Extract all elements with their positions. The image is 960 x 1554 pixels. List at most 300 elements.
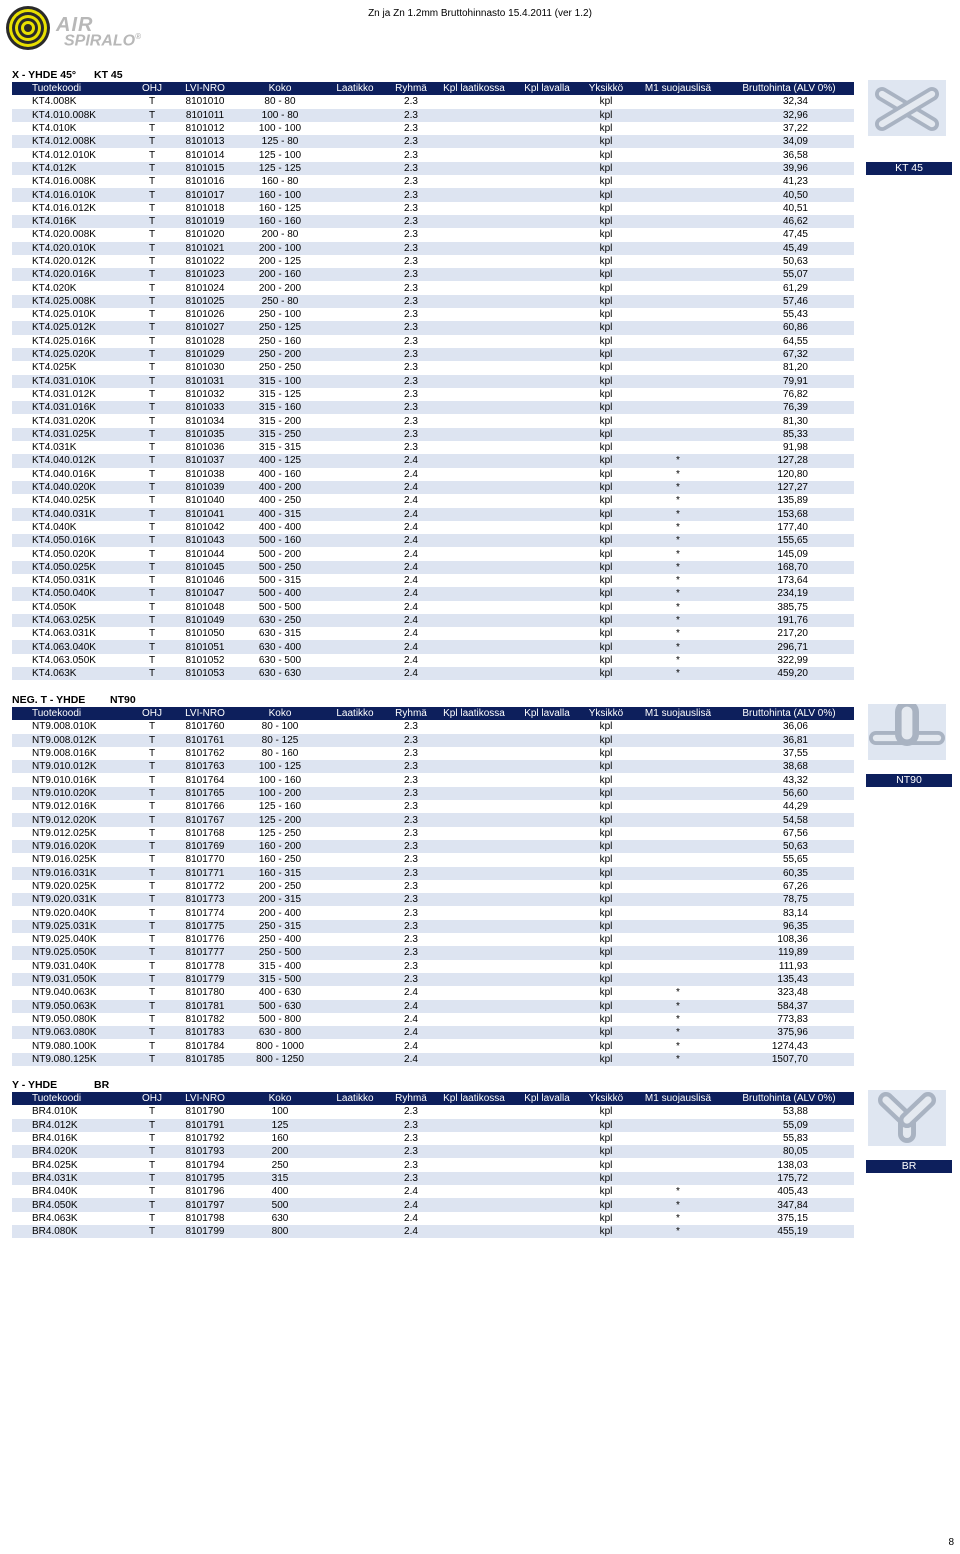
cell-group: 2.4: [388, 468, 434, 481]
table-row: [12, 627, 854, 640]
cell-unit: kpl: [580, 601, 632, 614]
cell-qty-per-pallet: [514, 893, 580, 906]
cell-gross-price: 145,09: [724, 547, 854, 560]
cell-qty-per-box: [434, 787, 514, 800]
cell-qty-per-box: [434, 933, 514, 946]
cell-qty-per-box: [434, 734, 514, 747]
cell-m1-surcharge: *: [632, 601, 724, 614]
cell-lvi-nro: 8101782: [172, 1013, 238, 1026]
cell-product-code: KT4.050.020K: [12, 547, 132, 560]
cell-size: 160 - 250: [238, 853, 322, 866]
cell-gross-price: 54,58: [724, 813, 854, 826]
cell-lvi-nro: 8101774: [172, 906, 238, 919]
product-label: KT 45: [866, 162, 952, 175]
cell-gross-price: 41,23: [724, 175, 854, 188]
cell-qty-per-box: [434, 335, 514, 348]
cell-m1-surcharge: [632, 95, 724, 108]
table-row: [12, 853, 854, 866]
cell-group: 2.4: [388, 494, 434, 507]
cell-unit: kpl: [580, 308, 632, 321]
cell-product-code: KT4.010.008K: [12, 109, 132, 122]
cell-lvi-nro: 8101776: [172, 933, 238, 946]
cell-box: [322, 95, 388, 108]
cell-box: [322, 986, 388, 999]
cell-size: 250 - 400: [238, 933, 322, 946]
cell-qty-per-box: [434, 547, 514, 560]
cell-gross-price: 79,91: [724, 375, 854, 388]
table-row: [12, 295, 854, 308]
cell-lvi-nro: 8101764: [172, 773, 238, 786]
cell-product-code: NT9.025.031K: [12, 920, 132, 933]
cell-group: 2.3: [388, 335, 434, 348]
product-image: [868, 80, 952, 141]
cell-product-code: NT9.008.016K: [12, 747, 132, 760]
cell-qty-per-box: [434, 1105, 514, 1118]
cell-product-code: KT4.025.016K: [12, 335, 132, 348]
price-table: [12, 82, 854, 680]
cell-qty-per-box: [434, 867, 514, 880]
cell-lvi-nro: 8101018: [172, 202, 238, 215]
cell-qty-per-pallet: [514, 348, 580, 361]
section-code: BR: [94, 1079, 110, 1091]
product-image: [868, 704, 952, 765]
cell-lvi-nro: 8101797: [172, 1198, 238, 1211]
cell-box: [322, 973, 388, 986]
cell-gross-price: 322,99: [724, 654, 854, 667]
cell-size: 100 - 100: [238, 122, 322, 135]
table-row: [12, 242, 854, 255]
cell-lvi-nro: 8101053: [172, 667, 238, 680]
column-header-size: Koko: [238, 1092, 322, 1105]
cell-ohj: T: [132, 880, 172, 893]
cell-qty-per-pallet: [514, 361, 580, 374]
cell-group: 2.4: [388, 1000, 434, 1013]
cell-gross-price: 155,65: [724, 534, 854, 547]
cell-box: [322, 321, 388, 334]
column-header-lvi-nro: LVI-NRO: [172, 1092, 238, 1105]
cell-qty-per-box: [434, 321, 514, 334]
cell-product-code: KT4.020.016K: [12, 268, 132, 281]
cell-qty-per-box: [434, 468, 514, 481]
table-row: [12, 95, 854, 108]
column-header-unit: Yksikkö: [580, 707, 632, 720]
cell-product-code: KT4.020.010K: [12, 242, 132, 255]
cell-lvi-nro: 8101794: [172, 1158, 238, 1171]
cell-size: 630 - 315: [238, 627, 322, 640]
cell-qty-per-box: [434, 667, 514, 680]
cell-ohj: T: [132, 468, 172, 481]
cell-lvi-nro: 8101779: [172, 973, 238, 986]
section-code: NT90: [110, 694, 136, 706]
cell-ohj: T: [132, 1172, 172, 1185]
cell-unit: kpl: [580, 1145, 632, 1158]
cell-gross-price: 57,46: [724, 295, 854, 308]
cell-lvi-nro: 8101796: [172, 1185, 238, 1198]
cell-qty-per-pallet: [514, 734, 580, 747]
cell-box: [322, 1039, 388, 1052]
cell-group: 2.3: [388, 920, 434, 933]
cell-lvi-nro: 8101026: [172, 308, 238, 321]
cell-group: 2.4: [388, 454, 434, 467]
cell-lvi-nro: 8101013: [172, 135, 238, 148]
cell-group: 2.3: [388, 747, 434, 760]
cell-lvi-nro: 8101771: [172, 867, 238, 880]
cell-group: 2.3: [388, 281, 434, 294]
cell-qty-per-box: [434, 414, 514, 427]
cell-gross-price: 1507,70: [724, 1053, 854, 1066]
cell-unit: kpl: [580, 321, 632, 334]
cell-unit: kpl: [580, 122, 632, 135]
table-row: [12, 1053, 854, 1066]
cell-qty-per-pallet: [514, 1185, 580, 1198]
section-code: KT 45: [94, 69, 123, 81]
table-row: [12, 1145, 854, 1158]
cell-ohj: T: [132, 574, 172, 587]
cell-size: 160 - 125: [238, 202, 322, 215]
cell-qty-per-box: [434, 1000, 514, 1013]
cell-box: [322, 308, 388, 321]
cell-unit: kpl: [580, 268, 632, 281]
cell-unit: kpl: [580, 1185, 632, 1198]
cell-qty-per-pallet: [514, 654, 580, 667]
cell-group: 2.4: [388, 561, 434, 574]
table-row: [12, 441, 854, 454]
cell-box: [322, 1053, 388, 1066]
cell-lvi-nro: 8101770: [172, 853, 238, 866]
cell-size: 500 - 315: [238, 574, 322, 587]
cell-m1-surcharge: [632, 375, 724, 388]
cell-box: [322, 574, 388, 587]
cell-size: 400: [238, 1185, 322, 1198]
cell-qty-per-pallet: [514, 933, 580, 946]
cell-qty-per-pallet: [514, 920, 580, 933]
section-title: [12, 69, 123, 82]
cell-m1-surcharge: [632, 268, 724, 281]
cell-product-code: KT4.031.012K: [12, 388, 132, 401]
cell-unit: kpl: [580, 481, 632, 494]
cell-qty-per-box: [434, 1026, 514, 1039]
table-row: [12, 508, 854, 521]
column-header-product-code: Tuotekoodi: [12, 82, 132, 95]
cell-group: 2.3: [388, 175, 434, 188]
cell-group: 2.3: [388, 773, 434, 786]
cell-group: 2.3: [388, 122, 434, 135]
cell-ohj: T: [132, 654, 172, 667]
cell-ohj: T: [132, 388, 172, 401]
cell-qty-per-pallet: [514, 335, 580, 348]
cell-gross-price: 40,50: [724, 188, 854, 201]
cell-unit: kpl: [580, 454, 632, 467]
cell-ohj: T: [132, 614, 172, 627]
cell-gross-price: 36,58: [724, 148, 854, 161]
cell-ohj: T: [132, 960, 172, 973]
cell-qty-per-box: [434, 640, 514, 653]
cell-gross-price: 385,75: [724, 601, 854, 614]
cell-qty-per-box: [434, 1225, 514, 1238]
cell-product-code: NT9.016.031K: [12, 867, 132, 880]
cell-m1-surcharge: *: [632, 1026, 724, 1039]
cell-gross-price: 234,19: [724, 587, 854, 600]
cell-unit: kpl: [580, 1172, 632, 1185]
cell-qty-per-box: [434, 800, 514, 813]
section-title: [12, 694, 136, 707]
cell-size: 100 - 125: [238, 760, 322, 773]
cell-gross-price: 138,03: [724, 1158, 854, 1171]
cell-ohj: T: [132, 1119, 172, 1132]
cell-size: 800 - 1250: [238, 1053, 322, 1066]
cell-size: 315 - 160: [238, 401, 322, 414]
cell-gross-price: 96,35: [724, 920, 854, 933]
cell-m1-surcharge: *: [632, 508, 724, 521]
table-row: [12, 1039, 854, 1052]
cell-box: [322, 481, 388, 494]
cell-group: 2.4: [388, 481, 434, 494]
cell-box: [322, 760, 388, 773]
cell-m1-surcharge: [632, 361, 724, 374]
cell-lvi-nro: 8101765: [172, 787, 238, 800]
table-row: [12, 986, 854, 999]
cell-qty-per-pallet: [514, 640, 580, 653]
cell-lvi-nro: 8101047: [172, 587, 238, 600]
table-row: [12, 215, 854, 228]
cell-box: [322, 547, 388, 560]
cell-box: [322, 228, 388, 241]
cell-qty-per-pallet: [514, 827, 580, 840]
cell-gross-price: 67,56: [724, 827, 854, 840]
cell-group: 2.3: [388, 401, 434, 414]
cell-group: 2.4: [388, 574, 434, 587]
cell-m1-surcharge: *: [632, 547, 724, 560]
cell-unit: kpl: [580, 335, 632, 348]
cell-unit: kpl: [580, 720, 632, 733]
cell-product-code: NT9.020.025K: [12, 880, 132, 893]
cell-qty-per-box: [434, 760, 514, 773]
cell-gross-price: 44,29: [724, 800, 854, 813]
cell-qty-per-pallet: [514, 867, 580, 880]
cell-m1-surcharge: [632, 401, 724, 414]
table-header-row: [12, 707, 854, 720]
cell-gross-price: 296,71: [724, 640, 854, 653]
cell-size: 500 - 800: [238, 1013, 322, 1026]
cell-gross-price: 46,62: [724, 215, 854, 228]
cell-unit: kpl: [580, 773, 632, 786]
cell-product-code: KT4.025.020K: [12, 348, 132, 361]
cell-lvi-nro: 8101037: [172, 454, 238, 467]
cell-m1-surcharge: [632, 787, 724, 800]
cell-unit: kpl: [580, 109, 632, 122]
table-row: [12, 534, 854, 547]
cell-box: [322, 893, 388, 906]
cell-size: 125 - 80: [238, 135, 322, 148]
cell-qty-per-pallet: [514, 534, 580, 547]
cell-size: 125 - 200: [238, 813, 322, 826]
cell-box: [322, 1158, 388, 1171]
cell-unit: kpl: [580, 667, 632, 680]
cell-qty-per-box: [434, 893, 514, 906]
cell-qty-per-pallet: [514, 960, 580, 973]
cell-size: 125: [238, 1119, 322, 1132]
cell-qty-per-box: [434, 295, 514, 308]
cell-product-code: KT4.016K: [12, 215, 132, 228]
cell-qty-per-pallet: [514, 986, 580, 999]
cell-qty-per-box: [434, 960, 514, 973]
cell-box: [322, 335, 388, 348]
cell-size: 125 - 125: [238, 162, 322, 175]
cell-box: [322, 734, 388, 747]
cell-lvi-nro: 8101012: [172, 122, 238, 135]
cell-ohj: T: [132, 986, 172, 999]
cell-lvi-nro: 8101043: [172, 534, 238, 547]
cell-qty-per-box: [434, 202, 514, 215]
brand-air-text: AIR: [56, 14, 94, 36]
cell-box: [322, 268, 388, 281]
cell-m1-surcharge: *: [632, 454, 724, 467]
cell-product-code: NT9.040.063K: [12, 986, 132, 999]
column-header-unit: Yksikkö: [580, 1092, 632, 1105]
cell-box: [322, 122, 388, 135]
cell-ohj: T: [132, 667, 172, 680]
cell-m1-surcharge: [632, 720, 724, 733]
duct-fitting-icon: [868, 80, 946, 136]
cell-group: 2.3: [388, 388, 434, 401]
cell-box: [322, 840, 388, 853]
cell-gross-price: 375,96: [724, 1026, 854, 1039]
cell-qty-per-box: [434, 986, 514, 999]
cell-unit: kpl: [580, 1225, 632, 1238]
cell-qty-per-pallet: [514, 946, 580, 959]
cell-ohj: T: [132, 202, 172, 215]
column-header-qty-per-box: Kpl laatikossa: [434, 82, 514, 95]
cell-unit: kpl: [580, 960, 632, 973]
table-row: [12, 228, 854, 241]
cell-product-code: KT4.050.016K: [12, 534, 132, 547]
cell-qty-per-pallet: [514, 281, 580, 294]
cell-product-code: NT9.008.012K: [12, 734, 132, 747]
cell-gross-price: 32,34: [724, 95, 854, 108]
cell-lvi-nro: 8101045: [172, 561, 238, 574]
cell-size: 80 - 125: [238, 734, 322, 747]
cell-m1-surcharge: [632, 162, 724, 175]
cell-m1-surcharge: [632, 335, 724, 348]
cell-size: 315: [238, 1172, 322, 1185]
cell-group: 2.4: [388, 1026, 434, 1039]
cell-ohj: T: [132, 494, 172, 507]
cell-qty-per-pallet: [514, 441, 580, 454]
cell-unit: kpl: [580, 175, 632, 188]
cell-box: [322, 627, 388, 640]
cell-m1-surcharge: [632, 441, 724, 454]
cell-ohj: T: [132, 375, 172, 388]
cell-qty-per-pallet: [514, 428, 580, 441]
cell-gross-price: 36,06: [724, 720, 854, 733]
cell-gross-price: 81,30: [724, 414, 854, 427]
cell-ohj: T: [132, 906, 172, 919]
cell-lvi-nro: 8101777: [172, 946, 238, 959]
cell-m1-surcharge: *: [632, 654, 724, 667]
cell-qty-per-pallet: [514, 800, 580, 813]
cell-group: 2.3: [388, 375, 434, 388]
cell-gross-price: 135,43: [724, 973, 854, 986]
cell-gross-price: 55,83: [724, 1132, 854, 1145]
cell-unit: kpl: [580, 534, 632, 547]
cell-box: [322, 867, 388, 880]
cell-qty-per-pallet: [514, 162, 580, 175]
cell-unit: kpl: [580, 468, 632, 481]
cell-qty-per-pallet: [514, 388, 580, 401]
cell-group: 2.3: [388, 800, 434, 813]
cell-qty-per-box: [434, 109, 514, 122]
cell-m1-surcharge: [632, 1105, 724, 1118]
cell-box: [322, 428, 388, 441]
cell-lvi-nro: 8101052: [172, 654, 238, 667]
cell-size: 160 - 100: [238, 188, 322, 201]
table-row: [12, 720, 854, 733]
cell-product-code: KT4.016.012K: [12, 202, 132, 215]
cell-product-code: KT4.012K: [12, 162, 132, 175]
cell-gross-price: 153,68: [724, 508, 854, 521]
cell-lvi-nro: 8101051: [172, 640, 238, 653]
cell-size: 100 - 200: [238, 787, 322, 800]
cell-unit: kpl: [580, 1198, 632, 1211]
cell-qty-per-box: [434, 946, 514, 959]
cell-ohj: T: [132, 1225, 172, 1238]
cell-ohj: T: [132, 215, 172, 228]
column-header-product-code: Tuotekoodi: [12, 707, 132, 720]
cell-box: [322, 960, 388, 973]
cell-qty-per-box: [434, 281, 514, 294]
cell-unit: kpl: [580, 760, 632, 773]
cell-size: 500 - 250: [238, 561, 322, 574]
cell-ohj: T: [132, 428, 172, 441]
cell-product-code: NT9.020.031K: [12, 893, 132, 906]
cell-m1-surcharge: [632, 906, 724, 919]
cell-gross-price: 127,28: [724, 454, 854, 467]
cell-qty-per-pallet: [514, 255, 580, 268]
section-name: NEG. T - YHDE: [12, 694, 86, 706]
cell-ohj: T: [132, 547, 172, 560]
cell-lvi-nro: 8101031: [172, 375, 238, 388]
page-number: 8: [948, 1537, 954, 1548]
cell-box: [322, 162, 388, 175]
cell-qty-per-box: [434, 441, 514, 454]
cell-group: 2.3: [388, 813, 434, 826]
cell-unit: kpl: [580, 401, 632, 414]
table-header-row: [12, 1092, 854, 1105]
cell-qty-per-box: [434, 1172, 514, 1185]
cell-product-code: NT9.012.025K: [12, 827, 132, 840]
cell-ohj: T: [132, 308, 172, 321]
cell-qty-per-pallet: [514, 973, 580, 986]
cell-product-code: KT4.025.012K: [12, 321, 132, 334]
cell-size: 200 - 315: [238, 893, 322, 906]
cell-size: 200 - 200: [238, 281, 322, 294]
table-row: [12, 1185, 854, 1198]
cell-m1-surcharge: [632, 135, 724, 148]
cell-group: 2.4: [388, 1198, 434, 1211]
cell-ohj: T: [132, 95, 172, 108]
cell-qty-per-box: [434, 508, 514, 521]
cell-ohj: T: [132, 640, 172, 653]
cell-group: 2.3: [388, 215, 434, 228]
cell-m1-surcharge: [632, 747, 724, 760]
column-header-qty-per-box: Kpl laatikossa: [434, 1092, 514, 1105]
cell-unit: kpl: [580, 973, 632, 986]
cell-box: [322, 906, 388, 919]
cell-product-code: KT4.050.025K: [12, 561, 132, 574]
cell-m1-surcharge: [632, 202, 724, 215]
cell-qty-per-box: [434, 880, 514, 893]
cell-ohj: T: [132, 853, 172, 866]
